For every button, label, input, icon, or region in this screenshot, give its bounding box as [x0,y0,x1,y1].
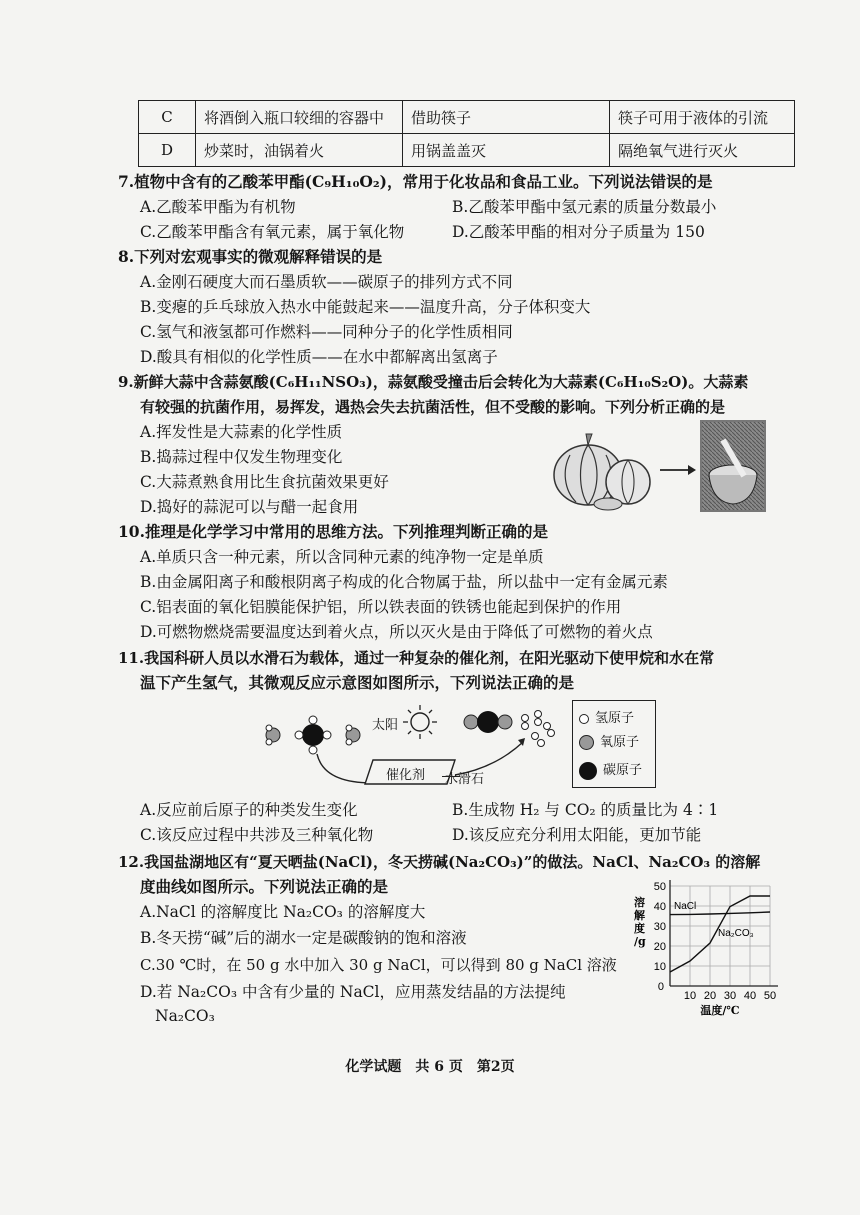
mortar-icon [700,420,766,512]
series-line-nacl [670,912,770,915]
q11-option-c: C.该反应过程中共涉及三种氧化物 [140,826,374,844]
q7-option-b: B.乙酸苯甲酯中氢元素的质量分数最小 [452,198,717,216]
garlic-icon [554,434,650,510]
legend-hydrogen: 氢原子 [579,707,634,726]
q12-option-a: A.NaCl 的溶解度比 Na₂CO₃ 的溶解度大 [140,903,426,921]
hydrogen-atom-icon [579,714,589,724]
support-label: 水滑石 [445,772,485,787]
x-tick-label: 40 [743,990,757,1002]
catalyst-label: 催化剂 [386,768,426,783]
q11-stem-2: 温下产生氢气，其微观反应示意图如图所示，下列说法正确的是 [140,673,575,692]
row-cell: 用锅盖盖灭 [403,134,610,167]
q12-option-d-cont: Na₂CO₃ [155,1007,215,1025]
carbon-atom-icon [579,762,597,780]
sun-label: 太阳 [372,718,399,733]
x-tick-label: 10 [683,990,697,1002]
x-tick-label: 30 [723,990,737,1002]
q11-option-a: A.反应前后原子的种类发生变化 [140,801,358,819]
q10-stem: 10.推理是化学学习中常用的思维方法。下列推理判断正确的是 [118,522,548,541]
q11-option-b: B.生成物 H₂ 与 CO₂ 的质量比为 4∶1 [452,801,719,819]
q7-option-c: C.乙酸苯甲酯含有氧元素，属于氧化物 [140,223,405,241]
q12-stem-2: 度曲线如图所示。下列说法正确的是 [140,877,389,896]
q10-option-c: C.铝表面的氧化铝膜能保护铝，所以铁表面的铁锈也能起到保护的作用 [140,598,622,616]
row-cell: 筷子可用于液体的引流 [610,101,795,134]
q8-option-a: A.金刚石硬度大而石墨质软——碳原子的排列方式不同 [140,273,513,291]
legend-carbon: 碳原子 [579,759,642,780]
q11-option-d: D.该反应充分利用太阳能，更加节能 [452,826,702,844]
row-cell: 借助筷子 [403,101,610,134]
atom-legend [572,700,656,788]
q8-stem: 8.下列对宏观事实的微观解释错误的是 [118,247,383,266]
series-label-na2co3: Na₂CO₃ [718,928,754,939]
q7-option-a: A.乙酸苯甲酯为有机物 [140,198,296,216]
oxygen-atom-icon [579,735,594,750]
q12-option-d: D.若 Na₂CO₃ 中含有少量的 NaCl，应用蒸发结晶的方法提纯 [140,983,566,1001]
q8-option-b: B.变瘪的乒乓球放入热水中能鼓起来——温度升高，分子体积变大 [140,298,591,316]
sun-icon [403,705,437,739]
methane-molecule-icon [295,716,331,754]
q9-option-a: A.挥发性是大蒜素的化学性质 [140,423,343,441]
series-label-nacl: NaCl [674,901,697,912]
row-key: D [139,134,196,167]
q10-option-b: B.由金属阳离子和酸根阴离子构成的化合物属于盐，所以盐中一定有金属元素 [140,573,668,591]
y-tick-label: 30 [653,921,666,933]
y-tick-label: 40 [653,901,666,913]
y-tick-label: 10 [653,961,666,973]
table-row [139,134,795,167]
water-molecule-icon [346,725,360,745]
co2-molecule-icon [464,711,512,733]
solubility-chart [620,878,790,1018]
y-tick-label: 50 [653,881,666,893]
x-axis-label: 温度/℃ [700,1004,740,1017]
q9-stem-1: 9.新鲜大蒜中含蒜氨酸(C₆H₁₁NSO₃)，蒜氨酸受撞击后会转化为大蒜素(C₆H₁₀S₂O)。大蒜素 [118,373,749,391]
y-axis-label: 溶 [634,896,645,909]
table-row [139,101,795,134]
q12-stem-1: 12.我国盐湖地区有“夏天晒盐(NaCl)，冬天捞碱(Na₂CO₃)”的做法。NaCl、Na₂CO₃ 的溶解 [118,853,761,871]
row-cell: 隔绝氧气进行灭火 [610,134,795,167]
q9-option-d: D.捣好的蒜泥可以与醋一起食用 [140,498,359,516]
hydrogen-molecule-icon [522,711,555,747]
origin-label: 0 [657,981,664,993]
row-cell: 将酒倒入瓶口较细的容器中 [196,101,403,134]
support-pointer [442,776,460,777]
q8-option-c: C.氢气和液氢都可作燃料——同种分子的化学性质相同 [140,323,513,341]
y-axis-label-unit: /g [634,935,646,948]
answer-table [138,100,795,167]
x-tick-label: 20 [703,990,717,1002]
y-tick-label: 20 [653,941,666,953]
q10-option-d: D.可燃物燃烧需要温度达到着火点，所以灭火是由于降低了可燃物的着火点 [140,623,653,641]
q10-option-a: A.单质只含一种元素，所以含同种元素的纯净物一定是单质 [140,548,544,566]
arrow-right-icon [660,465,696,475]
y-axis-label: 解 [634,909,645,922]
q8-option-d: D.酸具有相似的化学性质——在水中都解离出氢离子 [140,348,498,366]
x-tick-label: 50 [763,990,777,1002]
y-axis-label: 度 [634,922,645,935]
q9-option-c: C.大蒜煮熟食用比生食抗菌效果更好 [140,473,389,491]
q12-option-c: C.30 ℃时，在 50 g 水中加入 30 g NaCl，可以得到 80 g NaCl 溶液 [140,956,617,974]
row-key: C [139,101,196,134]
row-cell: 炒菜时，油锅着火 [196,134,403,167]
q11-stem-1: 11.我国科研人员以水滑石为载体，通过一种复杂的催化剂，在阳光驱动下使甲烷和水在常 [118,649,715,667]
q9-stem-2: 有较强的抗菌作用，易挥发，遇热会失去抗菌活性，但不受酸的影响。下列分析正确的是 [140,398,726,416]
page-footer: 化学试题 共 6 页 第2页 [345,1059,515,1075]
q7-stem: 7.植物中含有的乙酸苯甲酯(C₉H₁₀O₂)，常用于化妆品和食品工业。下列说法错误的是 [118,172,713,191]
q7-option-d: D.乙酸苯甲酯的相对分子质量为 150 [452,223,705,241]
legend-oxygen: 氧原子 [579,731,639,750]
q12-option-b: B.冬天捞“碱”后的湖水一定是碳酸钠的饱和溶液 [140,929,467,947]
garlic-illustration [548,420,768,512]
water-molecule-icon [266,725,280,745]
q9-option-b: B.捣蒜过程中仅发生物理变化 [140,448,343,466]
